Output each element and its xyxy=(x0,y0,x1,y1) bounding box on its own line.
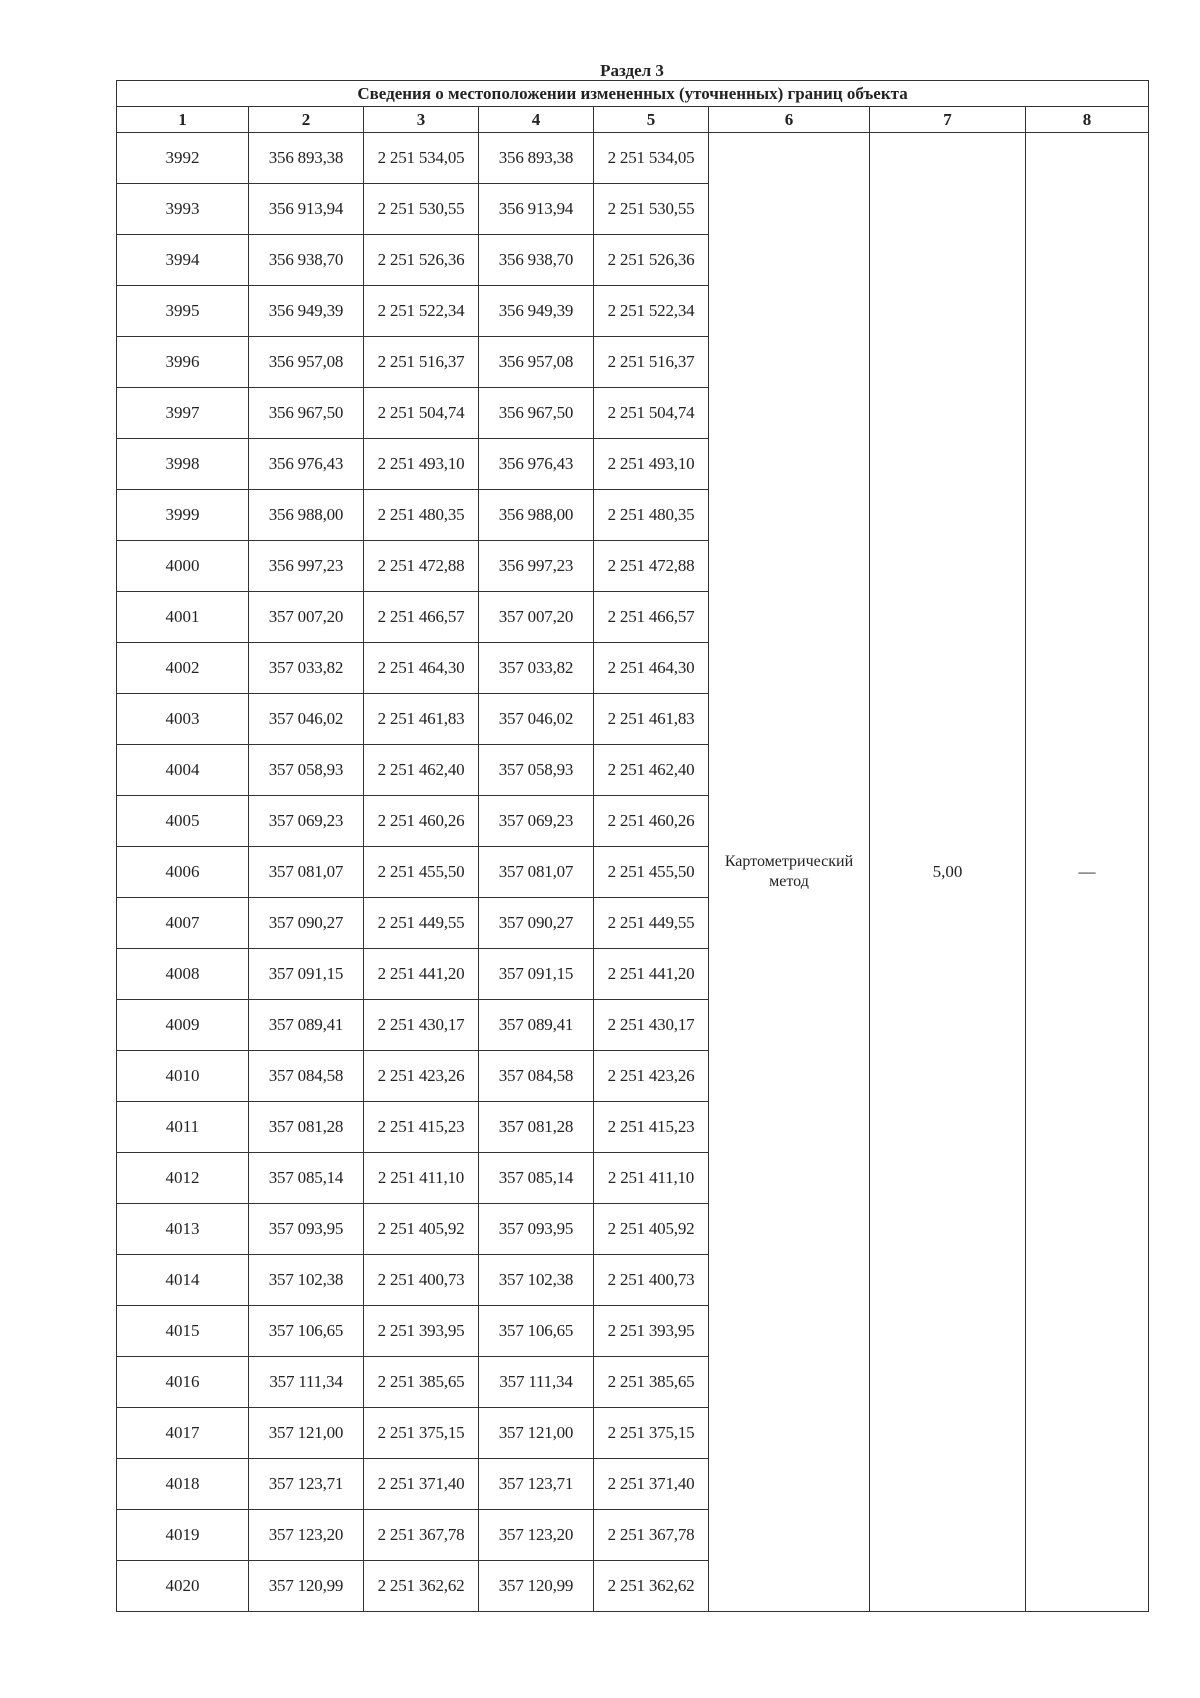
point-number-cell: 3994 xyxy=(117,235,249,286)
x-coordinate-cell: 357 089,41 xyxy=(479,1000,594,1051)
y-coordinate-cell: 2 251 534,05 xyxy=(364,133,479,184)
column-number: 4 xyxy=(479,107,594,133)
table-body xyxy=(117,133,1149,1612)
y-coordinate-cell: 2 251 375,15 xyxy=(364,1408,479,1459)
y-coordinate-cell: 2 251 411,10 xyxy=(364,1153,479,1204)
table-row xyxy=(117,133,1149,184)
y-coordinate-cell: 2 251 526,36 xyxy=(364,235,479,286)
y-coordinate-cell: 2 251 461,83 xyxy=(364,694,479,745)
x-coordinate-cell: 357 007,20 xyxy=(249,592,364,643)
x-coordinate-cell: 357 046,02 xyxy=(249,694,364,745)
x-coordinate-cell: 357 111,34 xyxy=(479,1357,594,1408)
point-number-cell: 4008 xyxy=(117,949,249,1000)
x-coordinate-cell: 357 120,99 xyxy=(479,1561,594,1612)
column-number: 6 xyxy=(709,107,870,133)
y-coordinate-cell: 2 251 385,65 xyxy=(364,1357,479,1408)
y-coordinate-cell: 2 251 430,17 xyxy=(364,1000,479,1051)
coordinates-table xyxy=(116,80,1149,1612)
x-coordinate-cell: 356 949,39 xyxy=(249,286,364,337)
x-coordinate-cell: 357 123,71 xyxy=(249,1459,364,1510)
y-coordinate-cell: 2 251 461,83 xyxy=(594,694,709,745)
point-number-cell: 4016 xyxy=(117,1357,249,1408)
y-coordinate-cell: 2 251 504,74 xyxy=(594,388,709,439)
y-coordinate-cell: 2 251 405,92 xyxy=(364,1204,479,1255)
y-coordinate-cell: 2 251 371,40 xyxy=(594,1459,709,1510)
point-number-cell: 4001 xyxy=(117,592,249,643)
y-coordinate-cell: 2 251 411,10 xyxy=(594,1153,709,1204)
x-coordinate-cell: 357 081,07 xyxy=(249,847,364,898)
x-coordinate-cell: 356 913,94 xyxy=(249,184,364,235)
x-coordinate-cell: 356 913,94 xyxy=(479,184,594,235)
y-coordinate-cell: 2 251 462,40 xyxy=(364,745,479,796)
table-caption: Сведения о местоположении измененных (уточненных) границ объекта xyxy=(117,81,1149,107)
y-coordinate-cell: 2 251 393,95 xyxy=(594,1306,709,1357)
x-coordinate-cell: 357 121,00 xyxy=(249,1408,364,1459)
x-coordinate-cell: 357 058,93 xyxy=(479,745,594,796)
x-coordinate-cell: 357 123,71 xyxy=(479,1459,594,1510)
point-number-cell: 4020 xyxy=(117,1561,249,1612)
x-coordinate-cell: 356 957,08 xyxy=(479,337,594,388)
y-coordinate-cell: 2 251 504,74 xyxy=(364,388,479,439)
y-coordinate-cell: 2 251 385,65 xyxy=(594,1357,709,1408)
column-number: 8 xyxy=(1026,107,1149,133)
point-number-cell: 4010 xyxy=(117,1051,249,1102)
y-coordinate-cell: 2 251 480,35 xyxy=(364,490,479,541)
column-number: 1 xyxy=(117,107,249,133)
section-title: Раздел 3 xyxy=(600,61,664,80)
point-number-cell: 4019 xyxy=(117,1510,249,1561)
y-coordinate-cell: 2 251 449,55 xyxy=(364,898,479,949)
y-coordinate-cell: 2 251 405,92 xyxy=(594,1204,709,1255)
x-coordinate-cell: 356 938,70 xyxy=(479,235,594,286)
point-number-cell: 4014 xyxy=(117,1255,249,1306)
point-number-cell: 3995 xyxy=(117,286,249,337)
x-coordinate-cell: 357 121,00 xyxy=(479,1408,594,1459)
y-coordinate-cell: 2 251 449,55 xyxy=(594,898,709,949)
point-number-cell: 4018 xyxy=(117,1459,249,1510)
y-coordinate-cell: 2 251 455,50 xyxy=(594,847,709,898)
x-coordinate-cell: 357 090,27 xyxy=(479,898,594,949)
x-coordinate-cell: 357 069,23 xyxy=(249,796,364,847)
x-coordinate-cell: 357 046,02 xyxy=(479,694,594,745)
point-number-cell: 4005 xyxy=(117,796,249,847)
x-coordinate-cell: 356 949,39 xyxy=(479,286,594,337)
x-coordinate-cell: 356 967,50 xyxy=(479,388,594,439)
y-coordinate-cell: 2 251 534,05 xyxy=(594,133,709,184)
point-number-cell: 3993 xyxy=(117,184,249,235)
x-coordinate-cell: 357 084,58 xyxy=(479,1051,594,1102)
point-number-cell: 4015 xyxy=(117,1306,249,1357)
y-coordinate-cell: 2 251 367,78 xyxy=(594,1510,709,1561)
point-number-cell: 4003 xyxy=(117,694,249,745)
y-coordinate-cell: 2 251 480,35 xyxy=(594,490,709,541)
y-coordinate-cell: 2 251 362,62 xyxy=(364,1561,479,1612)
x-coordinate-cell: 357 081,28 xyxy=(479,1102,594,1153)
x-coordinate-cell: 357 007,20 xyxy=(479,592,594,643)
x-coordinate-cell: 356 976,43 xyxy=(479,439,594,490)
x-coordinate-cell: 357 091,15 xyxy=(249,949,364,1000)
x-coordinate-cell: 357 093,95 xyxy=(249,1204,364,1255)
y-coordinate-cell: 2 251 472,88 xyxy=(594,541,709,592)
point-number-cell: 4000 xyxy=(117,541,249,592)
column-numbers-row xyxy=(117,107,1149,133)
column-number: 3 xyxy=(364,107,479,133)
note-cell: — xyxy=(1026,133,1149,1612)
x-coordinate-cell: 357 033,82 xyxy=(479,643,594,694)
point-number-cell: 4006 xyxy=(117,847,249,898)
x-coordinate-cell: 357 120,99 xyxy=(249,1561,364,1612)
column-number: 2 xyxy=(249,107,364,133)
x-coordinate-cell: 357 123,20 xyxy=(249,1510,364,1561)
y-coordinate-cell: 2 251 493,10 xyxy=(364,439,479,490)
x-coordinate-cell: 356 938,70 xyxy=(249,235,364,286)
y-coordinate-cell: 2 251 466,57 xyxy=(364,592,479,643)
x-coordinate-cell: 357 085,14 xyxy=(249,1153,364,1204)
accuracy-cell: 5,00 xyxy=(870,133,1026,1612)
x-coordinate-cell: 357 102,38 xyxy=(249,1255,364,1306)
x-coordinate-cell: 357 106,65 xyxy=(479,1306,594,1357)
x-coordinate-cell: 357 123,20 xyxy=(479,1510,594,1561)
y-coordinate-cell: 2 251 522,34 xyxy=(594,286,709,337)
y-coordinate-cell: 2 251 530,55 xyxy=(594,184,709,235)
x-coordinate-cell: 357 085,14 xyxy=(479,1153,594,1204)
x-coordinate-cell: 357 058,93 xyxy=(249,745,364,796)
y-coordinate-cell: 2 251 472,88 xyxy=(364,541,479,592)
y-coordinate-cell: 2 251 493,10 xyxy=(594,439,709,490)
x-coordinate-cell: 356 976,43 xyxy=(249,439,364,490)
point-number-cell: 3997 xyxy=(117,388,249,439)
y-coordinate-cell: 2 251 423,26 xyxy=(594,1051,709,1102)
point-number-cell: 3992 xyxy=(117,133,249,184)
y-coordinate-cell: 2 251 522,34 xyxy=(364,286,479,337)
y-coordinate-cell: 2 251 367,78 xyxy=(364,1510,479,1561)
point-number-cell: 4002 xyxy=(117,643,249,694)
y-coordinate-cell: 2 251 371,40 xyxy=(364,1459,479,1510)
y-coordinate-cell: 2 251 375,15 xyxy=(594,1408,709,1459)
y-coordinate-cell: 2 251 530,55 xyxy=(364,184,479,235)
y-coordinate-cell: 2 251 455,50 xyxy=(364,847,479,898)
x-coordinate-cell: 357 089,41 xyxy=(249,1000,364,1051)
x-coordinate-cell: 356 957,08 xyxy=(249,337,364,388)
y-coordinate-cell: 2 251 362,62 xyxy=(594,1561,709,1612)
point-number-cell: 3996 xyxy=(117,337,249,388)
y-coordinate-cell: 2 251 516,37 xyxy=(364,337,479,388)
method-cell: Картометрический метод xyxy=(709,133,870,1612)
point-number-cell: 4012 xyxy=(117,1153,249,1204)
y-coordinate-cell: 2 251 462,40 xyxy=(594,745,709,796)
x-coordinate-cell: 357 091,15 xyxy=(479,949,594,1000)
point-number-cell: 4004 xyxy=(117,745,249,796)
y-coordinate-cell: 2 251 423,26 xyxy=(364,1051,479,1102)
y-coordinate-cell: 2 251 400,73 xyxy=(364,1255,479,1306)
x-coordinate-cell: 357 106,65 xyxy=(249,1306,364,1357)
point-number-cell: 4017 xyxy=(117,1408,249,1459)
x-coordinate-cell: 356 988,00 xyxy=(249,490,364,541)
y-coordinate-cell: 2 251 415,23 xyxy=(594,1102,709,1153)
x-coordinate-cell: 357 081,28 xyxy=(249,1102,364,1153)
x-coordinate-cell: 357 081,07 xyxy=(479,847,594,898)
x-coordinate-cell: 356 893,38 xyxy=(479,133,594,184)
y-coordinate-cell: 2 251 430,17 xyxy=(594,1000,709,1051)
y-coordinate-cell: 2 251 526,36 xyxy=(594,235,709,286)
column-number: 5 xyxy=(594,107,709,133)
y-coordinate-cell: 2 251 516,37 xyxy=(594,337,709,388)
x-coordinate-cell: 356 997,23 xyxy=(249,541,364,592)
point-number-cell: 3999 xyxy=(117,490,249,541)
point-number-cell: 4013 xyxy=(117,1204,249,1255)
x-coordinate-cell: 357 033,82 xyxy=(249,643,364,694)
y-coordinate-cell: 2 251 393,95 xyxy=(364,1306,479,1357)
x-coordinate-cell: 357 102,38 xyxy=(479,1255,594,1306)
y-coordinate-cell: 2 251 464,30 xyxy=(594,643,709,694)
x-coordinate-cell: 357 090,27 xyxy=(249,898,364,949)
x-coordinate-cell: 356 988,00 xyxy=(479,490,594,541)
point-number-cell: 4011 xyxy=(117,1102,249,1153)
x-coordinate-cell: 356 967,50 xyxy=(249,388,364,439)
x-coordinate-cell: 357 084,58 xyxy=(249,1051,364,1102)
y-coordinate-cell: 2 251 441,20 xyxy=(594,949,709,1000)
point-number-cell: 3998 xyxy=(117,439,249,490)
y-coordinate-cell: 2 251 441,20 xyxy=(364,949,479,1000)
x-coordinate-cell: 357 111,34 xyxy=(249,1357,364,1408)
x-coordinate-cell: 356 893,38 xyxy=(249,133,364,184)
y-coordinate-cell: 2 251 464,30 xyxy=(364,643,479,694)
x-coordinate-cell: 356 997,23 xyxy=(479,541,594,592)
y-coordinate-cell: 2 251 466,57 xyxy=(594,592,709,643)
x-coordinate-cell: 357 093,95 xyxy=(479,1204,594,1255)
x-coordinate-cell: 357 069,23 xyxy=(479,796,594,847)
y-coordinate-cell: 2 251 415,23 xyxy=(364,1102,479,1153)
y-coordinate-cell: 2 251 460,26 xyxy=(594,796,709,847)
y-coordinate-cell: 2 251 460,26 xyxy=(364,796,479,847)
y-coordinate-cell: 2 251 400,73 xyxy=(594,1255,709,1306)
point-number-cell: 4009 xyxy=(117,1000,249,1051)
column-number: 7 xyxy=(870,107,1026,133)
point-number-cell: 4007 xyxy=(117,898,249,949)
